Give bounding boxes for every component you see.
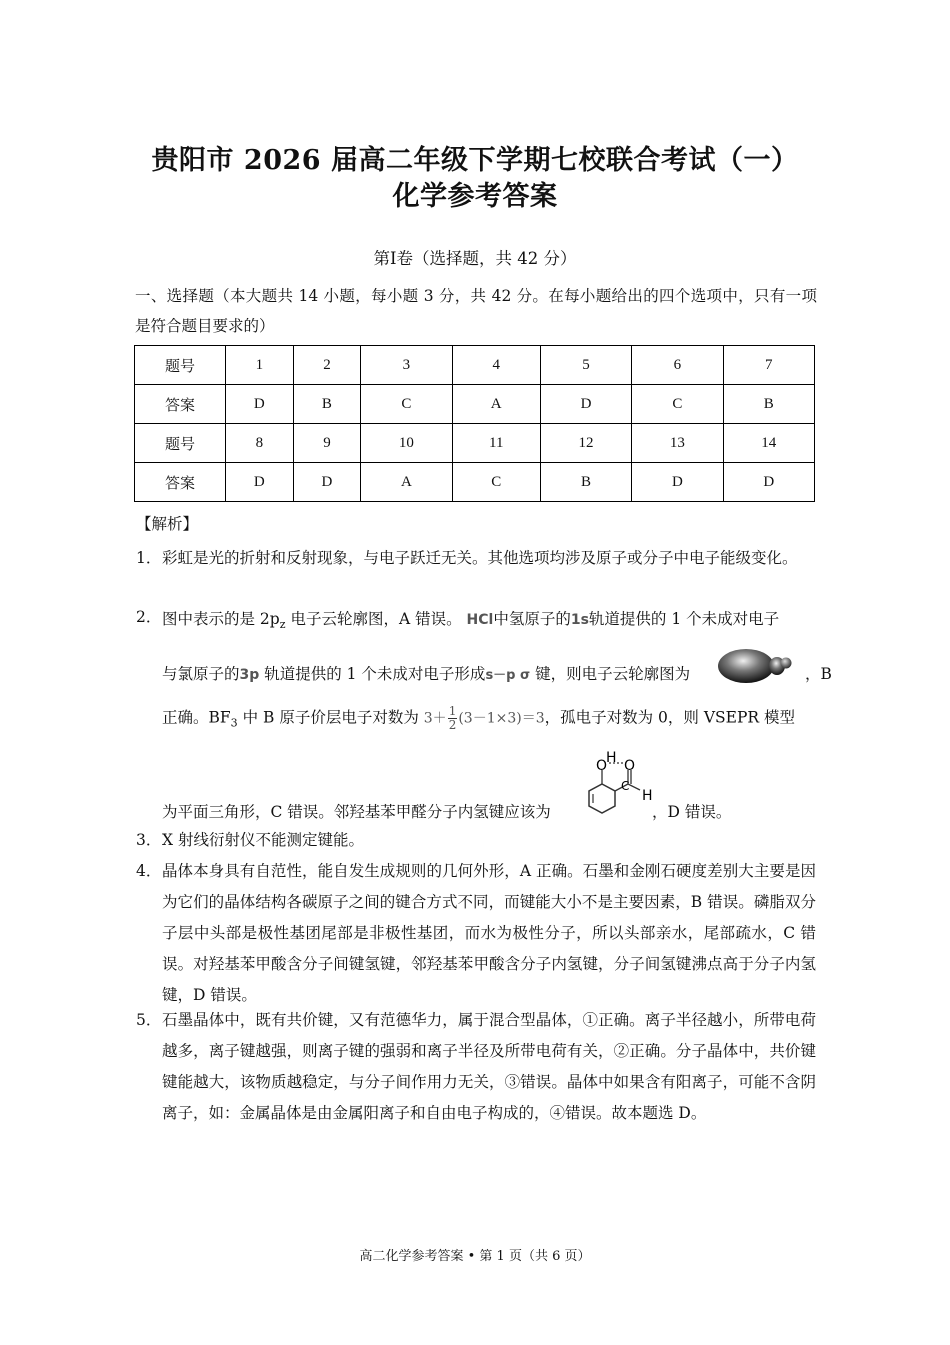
table-cell: 2 [293,346,361,385]
table-cell: D [226,463,294,502]
analysis-item-3 [136,825,816,856]
mol-atom-label: O [596,758,608,774]
table-cell: 8 [226,424,294,463]
analysis-item-5 [136,1005,816,1129]
analysis-heading: 【解析】 [136,515,199,533]
q2-line-2-tail: ，B [805,665,832,683]
table-row-header: 答案 [135,385,226,424]
table-cell: D [723,463,814,502]
page-footer: 高二化学参考答案 • 第 1 页（共 6 页） [359,1249,591,1264]
table-cell: 13 [632,424,723,463]
q2-formula: HCl [466,612,494,628]
q2-text: 中 B 原子价层电子对数为 [237,708,424,727]
table-cell: B [723,385,814,424]
q2-text: 电子云轮廓图，A 错误。 [285,610,462,628]
fraction-denominator: 2 [448,718,457,732]
cl-lobe-shape [718,649,774,683]
table-cell: D [632,463,723,502]
q2-text: 轨道提供的 1 个未成对电子形成 [259,665,486,683]
formula-part: (3－1×3)＝3 [458,710,545,727]
q2-text: 中氢原子的 [493,610,571,628]
table-cell: 14 [723,424,814,463]
table-cell: A [361,463,452,502]
q2-line-1 [162,607,779,631]
item-number: 3． [136,831,162,849]
section-intro: 一、选择题（本大题共 14 小题，每小题 3 分，共 42 分。在每小题给出的四个选项中，只有一项是符合题目要求的） [135,287,817,335]
table-cell: 10 [361,424,452,463]
table-cell: B [293,385,361,424]
h-atom-shape [781,658,792,669]
o-hydroxybenzaldehyde-structure [580,750,660,820]
table-cell: 9 [293,424,361,463]
table-cell: D [293,463,361,502]
q2-text: 键，则电子云轮廓图为 [530,665,691,683]
q2-text: 图中表示的是 2p [162,610,280,628]
mol-atom-label: H [642,788,653,804]
q2-bond-type: s－p σ [485,668,531,683]
q2-line-4-tail: ，D 错误。 [652,803,732,821]
mol-atom-label: C [621,779,630,793]
table-cell: D [226,385,294,424]
table-cell: 4 [452,346,540,385]
fraction-numerator: 1 [448,704,457,718]
table-cell: A [452,385,540,424]
q2-text: 与氯原子的 [162,665,240,683]
table-cell: C [361,385,452,424]
formula-part: 3＋ [423,710,447,727]
table-cell: 12 [540,424,631,463]
table-row [135,385,815,424]
q2-line-4: 为平面三角形，C 错误。邻羟基苯甲醛分子内氢键应该为 [162,803,551,821]
doc-title-line1: 贵阳市 2026 届高二年级下学期七校联合考试（一） [151,145,799,176]
q2-orbital: 3p [239,667,260,683]
item-number: 2． [136,608,162,626]
q2-orbital: 1s [570,612,589,628]
table-row-header: 题号 [135,424,226,463]
table-row-header: 答案 [135,463,226,502]
table-cell: 6 [632,346,723,385]
q2-text: ，孤电子对数为 0，则 VSEPR 模型 [544,708,795,727]
table-cell: D [540,385,631,424]
doc-title-line2: 化学参考答案 [392,181,558,212]
mol-atom-label: O [624,758,636,774]
fraction [448,705,458,732]
analysis-item-1 [136,543,816,574]
section-heading: 第Ⅰ卷（选择题，共 42 分） [373,249,577,268]
table-cell: 3 [361,346,452,385]
electron-cloud-figure [716,646,806,686]
q2-text: 正确。BF [162,708,231,727]
item-text: X 射线衍射仪不能测定键能。 [162,831,364,849]
table-cell: 11 [452,424,540,463]
table-row [135,424,815,463]
table-cell: 5 [540,346,631,385]
item-number: 5． [136,1011,162,1029]
item-number: 1． [136,549,162,567]
table-row-header: 题号 [135,346,226,385]
table-cell: 7 [723,346,814,385]
item-text: 石墨晶体中，既有共价键，又有范德华力，属于混合型晶体，①正确。离子半径越小，所带电荷越多，离子键越强，则离子键的强弱和离子半径及所带电荷有关，②正确。分子晶体中，共价键键能越大，该物质越稳定，与分子间作用力无关，③错误。晶体中如果含有阳离子，可能不含阴离子，如：金属晶体是由金属阳离子和自由电子构成的，④错误。故本题选 D。 [162,1011,816,1122]
q2-line-2 [162,662,690,684]
q2-subscript: z [279,618,286,632]
item-text: 晶体本身具有自范性，能自发生成规则的几何外形，A 正确。石墨和金刚石硬度差别大主要是因为它们的晶体结构各碳原子之间的键合方式不同，而键能大小不是主要因素，B 错误。磷脂双分子层中头部是极性基团尾部是非极性基团，而水为极性分子，所以头部亲水，尾部疏水，C 错误。对羟基苯甲酸含分子间键氢键，邻羟基苯甲酸含分子内氢键，分子间氢键沸点高于分子内氢键，D 错误。 [162,862,816,1004]
q2-line-3 [162,705,795,732]
q2-text: 轨道提供的 1 个未成对电子 [588,610,780,628]
table-row [135,463,815,502]
table-cell: 1 [226,346,294,385]
answer-table [134,345,815,502]
item-number: 4． [136,862,162,880]
mol-atom-label: H [606,750,617,766]
table-cell: B [540,463,631,502]
item-text: 彩虹是光的折射和反射现象，与电子跃迁无关。其他选项均涉及原子或分子中电子能级变化。 [162,549,798,567]
table-cell: C [452,463,540,502]
table-cell: C [632,385,723,424]
q2-subscript: 3 [230,716,238,730]
table-row [135,346,815,385]
analysis-item-4 [136,856,816,1011]
c-h-bond-shape [628,784,640,790]
